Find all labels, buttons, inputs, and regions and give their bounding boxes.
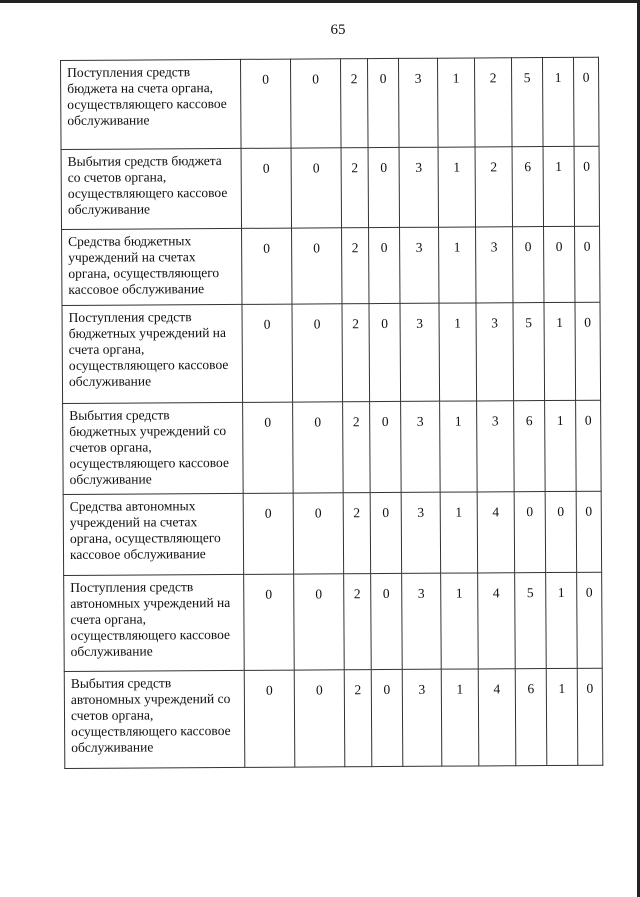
- code-digit-cell: 2: [474, 58, 512, 147]
- table-row: [63, 491, 601, 575]
- code-digit-cell: 3: [400, 303, 440, 401]
- code-digit-cell: 0: [242, 228, 292, 304]
- code-digit-cell: 3: [402, 669, 442, 766]
- code-digit-cell: 1: [438, 147, 475, 227]
- table-body: [61, 57, 603, 768]
- table-row: [63, 400, 602, 494]
- code-digit-cell: 3: [399, 147, 438, 227]
- code-digit-cell: 1: [440, 401, 478, 492]
- row-label: Поступления средств бюджета на счета органа, осуществляющего кассовое обслуживание: [61, 59, 242, 149]
- code-digit-cell: 0: [577, 668, 603, 765]
- code-digit-cell: 5: [515, 573, 547, 669]
- code-digit-cell: 0: [369, 227, 400, 303]
- table-row: [64, 668, 603, 768]
- code-digit-cell: 3: [398, 58, 438, 147]
- code-digit-cell: 2: [344, 670, 372, 767]
- code-digit-cell: 2: [341, 148, 368, 228]
- code-digit-cell: 1: [437, 58, 475, 147]
- code-digit-cell: 1: [546, 572, 578, 668]
- code-digit-cell: 5: [513, 303, 545, 401]
- code-digit-cell: 0: [241, 148, 291, 228]
- code-digit-cell: 0: [367, 58, 399, 147]
- code-digit-cell: 1: [439, 227, 476, 303]
- code-digit-cell: 0: [573, 57, 599, 146]
- scan-edge-top: [0, 0, 640, 3]
- code-digit-cell: 2: [343, 402, 371, 493]
- table-container: [60, 57, 602, 768]
- code-digit-cell: 4: [478, 573, 516, 669]
- code-digit-cell: 6: [515, 669, 547, 766]
- table-row: [61, 57, 600, 149]
- row-label: Средства автономных учреждений на счетах органа, осуществляющего кассовое обслуживание: [63, 493, 243, 575]
- row-label: Поступления средств автономных учреждений на счета органа, осуществляющего кассовое обслуживание: [64, 574, 245, 671]
- code-digit-cell: 0: [293, 493, 343, 574]
- table-row: [62, 302, 601, 403]
- code-digit-cell: 0: [369, 303, 401, 401]
- code-digit-cell: 1: [546, 668, 578, 765]
- code-digit-cell: 0: [370, 401, 402, 492]
- code-digit-cell: 0: [370, 492, 401, 573]
- code-digit-cell: 2: [342, 304, 370, 402]
- code-digit-cell: 3: [401, 401, 441, 492]
- code-digit-cell: 0: [294, 574, 345, 670]
- table-row: [62, 226, 600, 305]
- code-digit-cell: 3: [401, 492, 440, 573]
- code-digit-cell: 6: [514, 401, 546, 492]
- code-digit-cell: 0: [242, 304, 293, 402]
- code-digit-cell: 3: [476, 227, 513, 303]
- code-digit-cell: 5: [511, 58, 543, 147]
- page-number: 65: [330, 22, 346, 38]
- code-digit-cell: 0: [513, 227, 544, 303]
- table-row: [61, 146, 599, 229]
- code-digit-cell: 1: [544, 302, 576, 400]
- code-digit-cell: 3: [476, 303, 514, 401]
- code-digit-cell: 0: [575, 302, 601, 400]
- code-digit-cell: 0: [574, 146, 599, 226]
- code-digit-cell: 2: [475, 147, 512, 227]
- code-digit-cell: 1: [545, 400, 577, 491]
- code-digit-cell: 1: [542, 57, 574, 146]
- code-digit-cell: 3: [477, 401, 515, 492]
- row-label: Выбытия средств бюджета со счетов органа, осуществляющего кассовое обслуживание: [61, 148, 241, 229]
- code-digit-cell: 0: [371, 573, 403, 669]
- code-digit-cell: 0: [576, 491, 601, 572]
- code-digit-cell: 0: [294, 670, 345, 767]
- code-digit-cell: 1: [441, 669, 479, 766]
- table-row: [64, 572, 603, 671]
- code-digit-cell: 0: [292, 228, 342, 304]
- code-digit-cell: 0: [576, 400, 602, 491]
- code-digit-cell: 2: [340, 59, 368, 148]
- code-digit-cell: 4: [478, 669, 516, 766]
- row-label: Выбытия средств бюджетных учреждений со счетов органа, осуществляющего кассовое обслуживание: [63, 402, 244, 494]
- code-digit-cell: 0: [243, 402, 294, 493]
- code-digit-cell: 0: [244, 670, 295, 767]
- code-digit-cell: 1: [543, 146, 574, 226]
- code-digit-cell: 2: [343, 493, 370, 574]
- code-digit-cell: 0: [368, 147, 399, 227]
- code-digit-cell: 3: [400, 227, 439, 303]
- code-digit-cell: 0: [514, 492, 545, 573]
- row-label: Средства бюджетных учреждений на счетах органа, осуществляющего кассовое обслуживание: [62, 228, 242, 305]
- row-label: Поступления средств бюджетных учреждений на счета органа, осуществляющего кассовое обслуживание: [62, 304, 243, 403]
- code-digit-cell: 2: [344, 574, 372, 670]
- code-digit-cell: 0: [290, 59, 341, 148]
- code-digit-cell: 3: [402, 573, 442, 669]
- code-digit-cell: 0: [291, 148, 341, 228]
- code-digit-cell: 0: [545, 491, 576, 572]
- code-digit-cell: 0: [371, 669, 403, 766]
- code-digit-cell: 1: [440, 492, 477, 573]
- row-label: Выбытия средств автономных учреждений со счетов органа, осуществляющего кассовое обслуживание: [64, 670, 245, 768]
- code-digit-cell: 4: [477, 492, 514, 573]
- code-digit-cell: 0: [240, 59, 291, 148]
- code-digit-cell: 0: [244, 574, 295, 670]
- code-digit-cell: 1: [439, 303, 477, 401]
- account-codes-table: [60, 57, 603, 769]
- code-digit-cell: 0: [575, 226, 600, 302]
- code-digit-cell: 0: [243, 493, 293, 574]
- code-digit-cell: 0: [544, 226, 575, 302]
- code-digit-cell: 2: [342, 228, 369, 304]
- code-digit-cell: 0: [293, 402, 344, 493]
- code-digit-cell: 0: [577, 572, 603, 668]
- code-digit-cell: 6: [512, 147, 543, 227]
- code-digit-cell: 1: [441, 573, 479, 669]
- code-digit-cell: 0: [292, 304, 343, 402]
